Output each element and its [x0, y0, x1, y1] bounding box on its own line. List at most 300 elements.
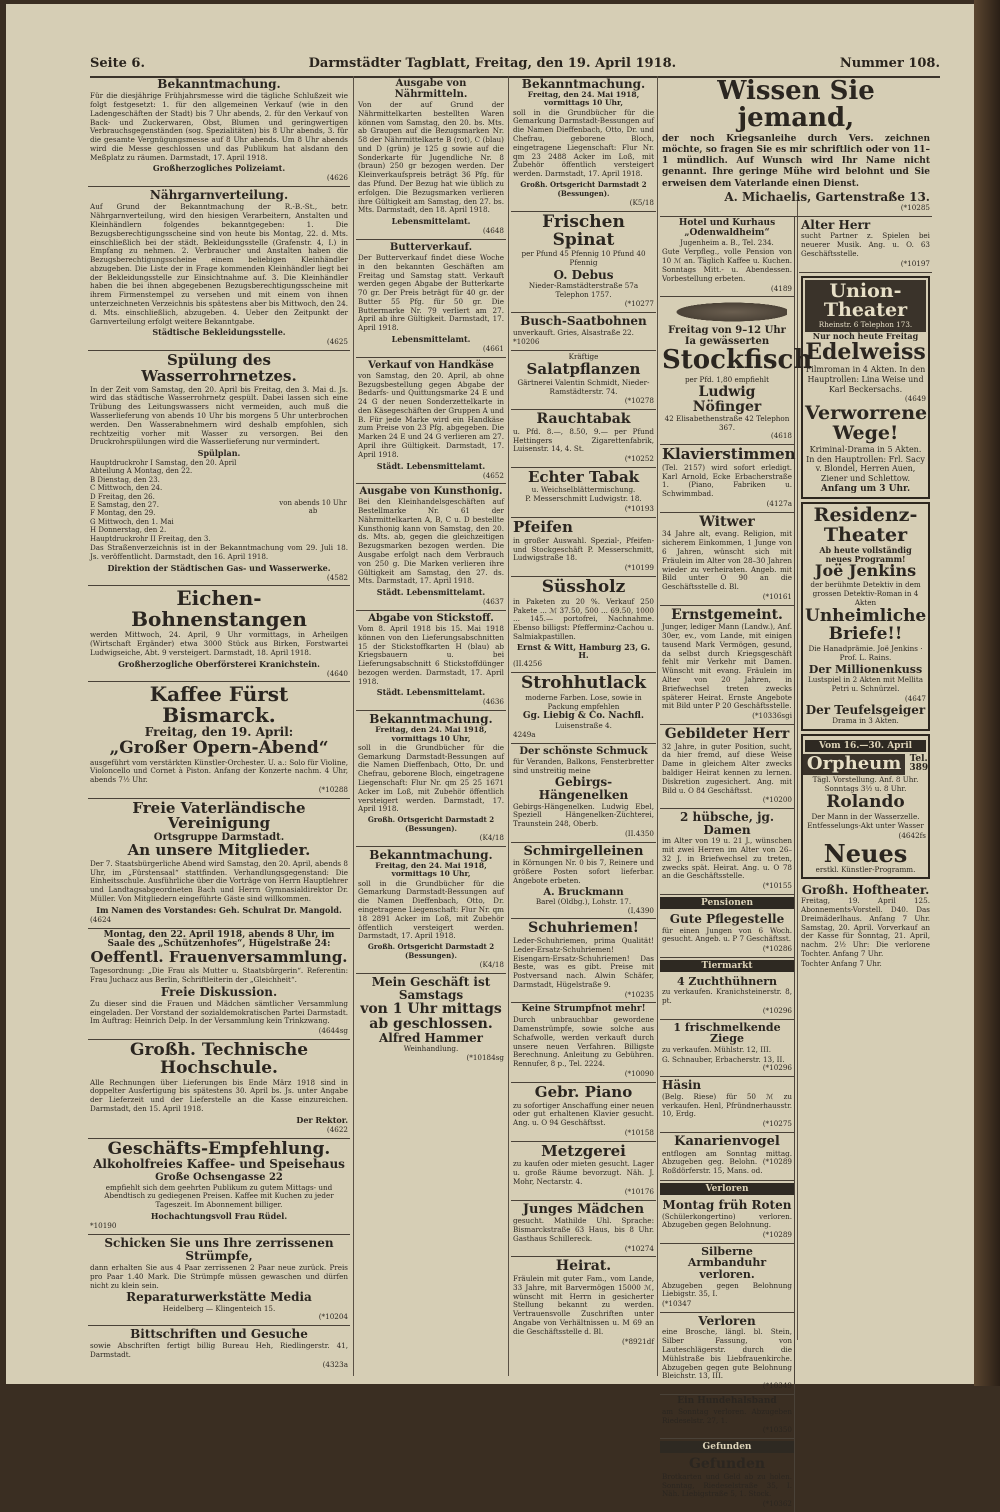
film-title: Der Millionenkuss [808, 662, 923, 676]
column-rule [508, 76, 509, 1376]
ad-code: (4636 [482, 697, 504, 707]
ad-pflegestelle [660, 911, 794, 958]
ad-code: (4626 [326, 173, 348, 183]
ad-body: der noch Kriegsanleihe durch Vers. zeichnen möchte, so fragen Sie es mir schriftlich oder von 11–1 mündlich. Auf Wunsch wird Ihr Name nicht genannt. Ihre geringe Mühe wird belohnt und Sie erweisen dem Vaterlande einen Dienst. [662, 133, 930, 189]
schedule-row: E Samstag, den 27. [90, 501, 159, 510]
ad-title: Bekanntmachung. [369, 712, 493, 727]
ad-pfeifen [511, 518, 656, 577]
ad-subtitle: Alkoholfreies Kaffee- und Speisehaus [93, 1157, 345, 1172]
ad-body: von Samstag, den 20. April, ab ohne Bezugsbestellung gegen Abgabe der Bedarfs- und Quittungsmarke 24 E und 24 G der neuen Sonderzettelkarte in den Käsegeschäften der Gruppen A und B. Für jede Marke wird ein Handkäse zum Preise von 23 Pfg. abgegeben. Die Marken 24 E und 24 G verlieren am 27. April ihre Gültigkeit. Darmstadt, 17. April 1918. [358, 370, 504, 459]
ad-signature: Großh. Ortsgericht Darmstadt 2 (Bessungen). [367, 942, 495, 961]
schedule-table [90, 459, 348, 543]
ad-code: (*10350 [762, 1425, 792, 1435]
ad-geschaefts-empfehlung [88, 1139, 350, 1235]
ad-code: (4582 [326, 572, 348, 582]
ad-code: (*10286 [762, 944, 792, 954]
ad-body: Gute Verpfleg., volle Pension von 10 ℳ an. Täglich Kaffee u. Kuchen. Sonntags Mitt.- u. Abendessen. Vorbestellung erbeten. [662, 247, 792, 283]
ad-body: werden Mittwoch, 24. April, 9 Uhr vormittags, in Arheilgen (Wirtschaft Ergänder) etwa 3000 Stück aus Birken, Forstwartei Ludwigseiche, Abt. 9 versteigert. Darmstadt, 18. April 1918. [90, 630, 348, 657]
ad-code: (*10278 [624, 396, 654, 406]
schedule-row: F Montag, den 29. [90, 509, 156, 518]
ad-signature: A. Michaelis, Gartenstraße 13. [724, 189, 930, 204]
ad-signature: Städtische Bekleidungsstelle. [152, 327, 286, 338]
ad-address: Nieder-Ramstädterstraße 57a Telephon 1757. [528, 281, 639, 299]
ad-gebildeter-herr [660, 725, 794, 809]
section-tag-pensionen: Pensionen [660, 897, 794, 909]
ad-title: Schmirgelleinen [523, 843, 644, 859]
ad-headline: von 1 Uhr mittags ab geschlossen. [360, 1001, 502, 1032]
ad-code: (*10158 [624, 1127, 654, 1137]
ad-code: 4249a [513, 730, 536, 740]
ad-title: Ein Hundehalsband [677, 1395, 777, 1406]
ad-code: (*10155 [762, 881, 792, 891]
ad-body: 32 Jahre, in guter Position, sucht, da hier fremd, auf diese Weise Dame in gleichem Alter zwecks baldiger Heirat kennen zu lernen. Diskretion zugesichert. Ang. mit Bild u. O 84 Geschäftsst. [662, 741, 792, 795]
ad-frauenversammlung [88, 929, 350, 1040]
ad-title: Gefunden [688, 1456, 766, 1473]
ad-montag-roten [660, 1197, 794, 1244]
ad-date: Freitag, den 24. Mai 1918, vormittags 10 Uhr, [375, 861, 487, 879]
ad-title: Junges Mädchen [522, 1201, 645, 1217]
ad-code: (*10349 [762, 1381, 792, 1391]
ad-body: zu sofortiger Anschaffung einer neuen oder gut erhaltenen Klavier gesucht. Ang. u. O 94 Geschäftsst. [513, 1100, 654, 1128]
film-title: Edelweiss [805, 338, 926, 365]
column-rule [353, 76, 354, 1376]
ad-body: im Alter von 19 u. 21 J., wünschen mit zwei Herren im Alter von 26–32 J. in Briefwechsel zu treten, zwecks spät. Heirat. Ang. u. O 78 an die Geschäftsstelle. [662, 836, 792, 881]
ad-signature: Großh. Ortsgericht Darmstadt 2 (Bessungen). [520, 179, 647, 198]
column-4-left [660, 217, 813, 1512]
ad-code: *10206 [513, 337, 540, 347]
ad-body: Der Mann in der Wasserzelle. Entfesselungs-Akt unter Wasser [807, 812, 924, 831]
ad-body: Kriminal-Drama in 5 Akten. In den Hauptrollen: Frl. Sacy v. Blondel, Herren Auen, Ziener und Schlettow. [806, 444, 925, 484]
ad-salatpflanzen [511, 351, 656, 410]
ad-signature: Lebensmittelamt. [391, 216, 471, 227]
ad-stickstoff [356, 611, 506, 711]
ad-body: zu kaufen oder mieten gesucht. Lager u. große Räume bevorzugt. Näh. J. Mohr, Nectarstr. 4. [513, 1159, 654, 1187]
ad-title: Kanarienvogel [674, 1133, 780, 1149]
ad-body: empfiehlt sich dem geehrten Publikum zu gutem Mittags- und Abendtisch zu gediegenen Preisen. Kaffee mit Kuchen zu jeder Tageszeit. Im Abonnement billiger. [104, 1182, 334, 1210]
ad-title: Busch-Saatbohnen [520, 313, 647, 328]
ad-headline: Gebirgs-Hängenelken [538, 775, 629, 803]
ad-saatbohnen [511, 313, 656, 352]
ad-body: soll in die Grundbücher für die Gemarkung Darmstadt-Bessungen auf die Namen Dieffenbach, Otto, Dr. und Chefrau, geborene Bloch, eingetragene Liegenschaft: Flur Nr. qm 23 2488 Acker im Loß, mit Zubehör öffentlich versteigert werden. Darmstadt, 17. April 1918. [513, 107, 654, 179]
issue-number: Nummer 108. [839, 56, 940, 71]
ad-code: (*10090 [624, 1069, 654, 1079]
ad-code: (4127a [766, 498, 792, 508]
ad-code: (*10362 [762, 1499, 792, 1509]
ad-subtitle: verloren. [699, 1267, 755, 1281]
ad-body: Durch unbrauchbar gewordene Damenstrümpfe, sowie solche aus Schafwolle, werden verkauft durch unsere neuen Verfahren. Billigste Berechnung. Anleitung zu Gebühren. Rennufer, 8 p., Tel. 2224. [513, 1015, 654, 1069]
ad-body: entflogen am Sonntag mittag. Abzugeben geg. Belohn. (*10289 Roßdörferstr. 15, Mans. od. [662, 1148, 792, 1176]
ad-title: Wissen Sie jemand, [717, 76, 875, 134]
ad-body: Bei den Kleinhandelsgeschäften auf Bestellmarke Nr. 61 der Nährmittelkarten A, B, C u. D bestellte Kunsthonig kann von Samstag, den 20. ds. Mts. ab, gegen die gleichzeitigen Bezugsmarken bezogen werden. Die Ausgabe erfolgt nach dem Verbrauch von 250 g. Die Marken verlieren ihre Gültigkeit am Samstag, den 27. ds. Mts. Darmstadt, 17. April 1918. [358, 497, 504, 586]
ad-title: Butterverkauf. [389, 241, 473, 253]
ad-subtitle: Jugenheim a. B., Tel. 234. [680, 237, 774, 247]
ad-code: (*8921df [622, 1336, 654, 1346]
ad-title: Rauchtabak [536, 411, 631, 428]
ad-code: (*10347 [662, 1299, 692, 1309]
ad-title: Strohhutlack [521, 673, 646, 694]
ad-title: Orpheum [803, 754, 905, 775]
ad-code: (4661 [482, 343, 504, 353]
ad-bekanntmachung-grundbuch-3 [511, 76, 656, 212]
ad-signature: Der Rektor. [296, 1114, 348, 1125]
ad-code: (*10235 [624, 989, 654, 999]
ad-code: (4642fs [898, 830, 926, 840]
column-4-right [799, 217, 932, 1512]
ad-verloren-brosche [660, 1313, 794, 1395]
ad-headline: „Großer Opern-Abend“ [109, 737, 329, 758]
ad-title: Oeffentl. Frauenversammlung. [90, 948, 348, 967]
ad-title: Salatpflanzen [526, 360, 641, 379]
ad-code: (*10275 [762, 1119, 792, 1129]
schedule-row: Hauptdruckrohr I Samstag, den 20. April [90, 459, 237, 468]
ad-strohhutlack [511, 673, 656, 744]
film-title: Unheimliche Briefe!! [805, 606, 927, 645]
ad-code: (*10274 [624, 1243, 654, 1253]
ad-body: Der 7. Staatsbürgerliche Abend wird Samstag, den 20. April, abends 8 Uhr, im „Fürstensaal“ stattfinden. Verhandlungsgegenstand: Die Einheitsschule. Ausführliche über die Vorträge von Herrn Hauptlehrer und Landtagsabgeordneten Bach und Herrn Gymnasialdirektor Dr. Müller. Von Mitgliedern eingeführte Gäste sind willkommen. [90, 858, 348, 903]
ad-title: Witwer [699, 513, 755, 530]
ad-title: Großh. Technische Hochschule. [129, 1039, 309, 1078]
ad-rauchtabak [511, 410, 656, 468]
ad-code: (*10199 [624, 563, 654, 573]
ad-subtitle: Ab heute vollständig neues Programm! [819, 544, 912, 564]
ad-signature: Großherzogliche Oberförsterei Kranichstein. [118, 658, 320, 669]
ad-body: Gärtnerei Valentin Schmidt, Nieder-Ramstädterstr. 74. [517, 377, 650, 396]
ad-body: Für die diesjährige Frühjahrsmesse wird die tägliche Schlußzeit wie folgt festgesetzt: 1. für den allgemeinen Verkauf (wie in den Ladengeschäften der Stadt) bis 7 Uhr abends, 2. für den Verkauf von Back- und Zuckerwaren, Obst, Blumen und geringwertigen Verbrauchsgegenständen (sog. Spezialitäten) bis 8 Uhr abends, 3. für die gesamte Vergnügungsmesse auf 8 Uhr abends. Um 8 Uhr abends wird die Messe geschlossen und das Publikum hat alsdann den Meßplatz zu räumen. Darmstadt, 17. April 1918. [90, 91, 348, 162]
ad-body: zu verkaufen. Mühlstr. 12, III. [662, 1044, 772, 1054]
ad-code: (II.4350 [624, 828, 654, 838]
ad-eichen [88, 586, 350, 682]
ad-headline: Neues [823, 838, 908, 868]
ad-footer: Tochter Anfang 7 Uhr. [801, 958, 882, 968]
masthead: Darmstädter Tagblatt, Freitag, den 19. April 1918. [308, 56, 677, 71]
ad-title: Geschäfts-Empfehlung. [107, 1138, 331, 1159]
ad-code: (4649 [904, 394, 926, 404]
ad-subtitle: Nur noch heute Freitag [812, 331, 919, 342]
ad-hundehalsband [660, 1395, 794, 1439]
ad-signature: Großh. Ortsgericht Darmstadt 2 (Bessungen). [367, 815, 495, 834]
ad-stockfisch [660, 297, 813, 445]
ad-body: Von der auf Grund der Nährmittelkarten bestellten Waren können vom Samstag, den 20. bs. Mts. ab Graupen auf die Bezugsmarken Nr. 58 der Nährmittelkarte B (rot), C (blau) und D (grün) je 125 g sowie auf die Sonderkarte für Jugendliche Nr. 8 (braun) 250 gr bezogen werden. Der Kleinverkaufspreis beträgt 36 Pfg. für das Pfund. Der Bezug hat wie üblich zu erfolgen. Die Bezugsmarken verlieren ihre Gültigkeit am Samstag, den 27. bs. Mts. Darmstadt, den 18. April 1918. [358, 100, 504, 215]
ad-code: (4648 [482, 226, 504, 236]
ad-title: Nährgarnverteilung. [149, 188, 289, 203]
ad-address: 42 Elisabethenstraße 42 Telephon 367. [664, 413, 790, 432]
ad-signature: Alfred Hammer [378, 1030, 484, 1045]
ad-title: Hotel und Kurhaus „Odenwaldheim“ [678, 217, 776, 238]
ad-klavierstimmen [660, 445, 794, 513]
ad-subtitle: Reparaturwerkstätte Media [126, 1290, 312, 1305]
ad-start-time: Anfang um 3 Uhr. [820, 483, 911, 494]
column-1 [88, 76, 350, 1376]
ad-kaffee-bismarck [88, 682, 350, 798]
act-title: Rolando [826, 792, 905, 813]
ad-title: Mein Geschäft ist Samstags [371, 974, 491, 1003]
fish-icon [667, 301, 787, 323]
ad-naehrmittel [356, 76, 506, 240]
ad-signature: Ludwig Nöfinger [692, 384, 762, 416]
ad-butter [356, 240, 506, 358]
ad-body: In der Zeit vom Samstag, den 20. April bis Freitag, den 3. Mai d. Js. wird das städtische Wasserrohrnetz gespült. Dabei lassen sich eine Trübung des Leitungswassers nicht vermeiden, auch muß die Wasserlieferung von abends 10 Uhr bis morgens 5 Uhr unterbrochen werden. Den Wasserabnehmern wird deshalb empfohlen, sich rechtzeitig vorher mit Wasser zu versorgen. Bei den Druckrohrspülungen wird die Wasserlieferung nur vermindert. [90, 384, 348, 447]
ad-hotel-odenwaldheim [660, 217, 794, 297]
ad-haesin [660, 1077, 794, 1133]
ad-body: Filmroman in 4 Akten. In den Hauptrollen: Lina Weise und Karl Beckersachs. [805, 365, 926, 394]
ad-body: ausgeführt vom verstärkten Künstler-Orchester. U. a.: Solo für Violine, Violoncello und Cornet à Piston. Anfang der Konzerte nachm. 4 Uhr, abends 7½ Uhr. [90, 757, 348, 785]
ad-title: Pfeifen [513, 518, 573, 537]
ad-title: Ernstgemeint. [671, 606, 783, 623]
ad-code: (*10336sgi [752, 711, 792, 721]
ad-orpheum [801, 734, 930, 879]
ad-body: Brotkarten und Geld ab zu holen. Sonntag, Riedeselstraße 35, I. Näh. Liebigstraße 5, 1. Stock. [662, 1471, 792, 1499]
ad-code: (*10285 [900, 203, 930, 213]
schedule-row: C Mittwoch, den 24. [90, 484, 163, 493]
ad-body: soll in die Grundbücher für die Gemarkung Darmstadt-Bessungen auf die Namen Dieffenbach, Otto, Dr. und Chefrau, geborene Bloch, eingetragene Liegenschaft: Flur Nr. qm 25 25 1671 Acker im Loß, mit Zubehör öffentlich versteigert werden. Darmstadt, 17. April 1918. [358, 742, 504, 814]
schedule-row: B Dienstag, den 23. [90, 475, 160, 484]
ad-body: in Paketen zu 20 %. Verkauf 250 Pakete ... ℳ 37.50, 500 ... 69.50, 1000 ... 145.— portofrei, Nachnahme. Ebenso billigst: Pfefferminz-Cachou u. Salmiakpastillen. [513, 596, 654, 641]
ad-signature: Im Namen des Vorstandes: Geh. Schulrat Dr. Mangold. [96, 904, 342, 915]
ad-code: (*10296 [762, 1063, 792, 1073]
ad-armbanduhr [660, 1244, 794, 1313]
ad-body: Fräulein mit guter Fam., vom Lande, 33 Jahre, mit Barvermögen 15000 ℳ, wünscht mit Herrn in gesicherter Stellung bekannt zu werden. Vertrauensvolle Zuschriften unter Angabe von Verhältnissen u. M 69 an die Geschäftsstelle d. Bl. [513, 1274, 654, 1336]
ad-title: Großh. Hoftheater. [801, 882, 930, 897]
film-title: Joë Jenkins [814, 561, 917, 581]
ad-title: Residenz-Theater [813, 503, 918, 546]
ad-body: für einen Jungen von 6 Woch. gesucht. Angeb. u. P 7 Geschäftsst. [662, 925, 792, 944]
ad-gefunden [660, 1455, 794, 1512]
ad-title: Schicken Sie uns Ihre zerrissenen Strümpfe, [104, 1235, 334, 1263]
ad-signature: G. Schnauber, Erbacherstr. 13, II. [662, 1054, 785, 1064]
ad-bekanntmachung-grundbuch-1 [356, 711, 506, 847]
ad-title: Keine Strumpfnot mehr! [521, 1004, 646, 1015]
ad-body: Freitag, 19. April 125. Abonnements-Vorstell. D40. Das Dreimäderlhaus. Anfang 7 Uhr. Samstag, 20. April. Vorverkauf an der Kasse für Sonntag, 21. April, nachm. 2½ Uhr: Die verlorene Tochter. Anfang 7 Uhr. [801, 896, 930, 958]
page-number: Seite 6. [90, 56, 145, 71]
ad-code: (K4/18 [479, 960, 504, 970]
schedule-row: D Freitag, den 26. [90, 492, 155, 501]
ad-title: 4 Zuchthühnern [676, 974, 778, 988]
ad-pretext: Montag, den 22. April 1918, abends 8 Uhr, im Saale des „Schützenhofes“, Hügelstraße 24: [103, 929, 335, 950]
ad-bittschriften [88, 1326, 350, 1373]
ad-code: (*10252 [624, 454, 654, 464]
ad-footer: erstkl. Künstler-Programm. [815, 864, 916, 874]
schedule-title: Spülplan. [197, 448, 241, 459]
ad-body: soll in die Grundbücher für die Gemarkung Darmstadt-Bessungen auf die Namen Dieffenbach, Otto, Dr. eingetragene Liegenschaft: Flur Nr. qm 18 2891 Acker im Loß, mit Zubehör öffentlich versteigert werden. Darmstadt, 17. April 1918. [358, 878, 504, 941]
ad-body: u. Pfd. 8.—, 8.50, 9.— per Pfund Hettingers Zigarettenfabrik, Luisenstr. 14, 4. St. [513, 426, 654, 454]
schedule-row: G Mittwoch, den 1. Mai [90, 517, 174, 526]
ad-body: unverkauft. Gries, Alsastraße 22. [513, 327, 634, 337]
ad-title: Verloren [698, 1313, 756, 1328]
ad-body: sucht Partner z. Spielen bei neuerer Musik. Ang. u. O. 63 Geschäftsstelle. [801, 231, 930, 258]
ad-zwei-damen [660, 809, 794, 895]
column-3 [511, 76, 656, 1376]
ad-title: Bittschriften und Gesuche [130, 1327, 308, 1342]
ad-suessholz [511, 577, 656, 673]
ad-body: moderne Farben. Lose, sowie in Packung empfehlen [525, 692, 642, 711]
ad-code: (*10176 [624, 1186, 654, 1196]
ad-title: Echter Tabak [527, 467, 640, 486]
ad-title: Verkauf von Handkäse [368, 359, 494, 371]
ad-pretext: Ia gewässerten [684, 336, 770, 348]
ad-code: (*10161 [762, 591, 792, 601]
ad-metzgerei [511, 1142, 656, 1201]
ad-date: Freitag, den 19. April: [144, 725, 294, 740]
ad-pretext: Kräftige [568, 352, 599, 362]
ad-title: Gebr. Piano [534, 1082, 633, 1101]
film-title: Der Teufelsgeiger [805, 702, 926, 717]
ad-title: Ausgabe von Nährmitteln. [394, 78, 468, 100]
ad-piano [511, 1083, 656, 1142]
ad-subtitle: u. Weichselblättermischung. [531, 484, 636, 494]
ad-headline: Freie Diskussion. [160, 984, 278, 999]
ad-code: (*10200 [762, 795, 792, 805]
ad-body: Auf Grund der Bekanntmachung der R.-B.-St., betr. Nährgarnverteilung, wird den hiesigen Verarbeitern, Anstalten und Kleinhändlern folgendes bekanntgegeben: 1. Die Bezugsberechtigungsscheine sind von heute bis Montag, 22. d. Mts. einschließlich bei der städt. Bekleidungsstelle (Grafenstr. 4, I.) in Empfang zu nehmen. 2. Verbraucher und Anstalten haben die Bezugsberechtigungsscheine einem beliebigen Kleinhändler abzugeben. Die Liste der in Frage kommenden Kleinhändler liegt bei der Bekleidungsstelle zur Einsichtnahme auf. 3. Die Kleinhändler haben die bei ihnen abgegebenen Bezugsberechtigungsscheine mit ihrem Firmenstempel zu versehen und mit einem von ihnen unterzeichneten Verzeichnis bis spätestens aber bis Mittwoch, den 24. d. Mts. einschließlich, abzugeben. 4. Ueber den Zeitpunkt der Garnverteilung erfolgt weitere Bekanntgabe. [90, 202, 348, 326]
column-4-split [660, 217, 932, 1512]
ad-title: Freie Vaterländische Vereinigung [132, 798, 306, 833]
ad-body: in großer Auswahl. Spezial-, Pfeifen- und Stockgeschäft P. Messerschmitt, Ludwigstraße 18. [513, 535, 654, 563]
ad-address: Große Ochsengasse 22 [155, 1171, 283, 1183]
ad-title: Union-Theater [823, 279, 908, 322]
ad-hoftheater [799, 882, 932, 972]
ad-code: (*10288 [318, 784, 348, 794]
ad-body: am Sonntag verloren. Abzugeben Riedeselstr. 27, 1. [662, 1406, 792, 1425]
ad-code: (4618 [770, 431, 792, 441]
ad-body: per Pfund 45 Pfennig 10 Pfund 40 Pfennig [521, 249, 646, 268]
ad-body: eine Brosche, längl. bl. Stein, Silber Fassung, von Lauteschlägerstr. durch die Mühlstraße bis Liebfrauenkirche. Abzugeben gegen gute Belohnung Bleichstr. 13, III. [662, 1327, 792, 1381]
ad-code: (K4/18 [479, 833, 504, 843]
ad-body: dann erhalten Sie aus 4 Paar zerrissenen 2 Paar neue zurück. Preis pro Paar 1.40 Mark. Die Strümpfe müssen gewaschen und dürfen nicht zu klein sein. [90, 1263, 348, 1290]
ad-title: Abgabe von Stickstoff. [368, 612, 494, 624]
ad-body: gesucht. Mathilde Uhl. Sprache: Bismarckstraße 63 Haus, bis 8 Uhr. Gasthaus Schillereck. [513, 1216, 654, 1243]
ad-title: Gebildeter Herr [664, 725, 790, 742]
ad-body: P. Messerschmitt Ludwigstr. 18. [525, 494, 642, 504]
section-tag-verloren: Verloren [660, 1183, 794, 1195]
ad-body: (Schülerkongertino) verloren. Abzugeben gegen Belohnung. [662, 1211, 792, 1230]
ad-body: sowie Abschriften fertigt billig Bureau Heh, Riedlingerstr. 41, Darmstadt. [90, 1341, 348, 1360]
ad-signature: Direktion der Städtischen Gas- und Wasserwerke. [107, 562, 331, 573]
ad-body: Gebirgs-Hängenelken. Ludwig Ebel, Speziell Hängenelken-Züchterei, Traunstein 248, Oberb. [513, 801, 654, 829]
ad-title: Alter Herr [801, 217, 871, 232]
ad-witwer [660, 513, 794, 606]
ad-code: (*10277 [624, 298, 654, 308]
ad-body: Abzugeben gegen Belohnung Liebigstr. 35, I. [662, 1280, 792, 1299]
ad-body: Vom 8. April 1918 bis 15. Mai 1918 können von den Lieferungsabschnitten 15 der Stickstoffkarten H (blau) ab Kriegsbauern u. bei Lieferungsabschnitt 6 Stickstoffdünger bezogen werden. Darmstadt, 17. April 1918. [358, 623, 504, 686]
ad-code: (*10184sg [466, 1052, 504, 1062]
ad-zuchthuehner [660, 974, 794, 1020]
ad-date: Freitag von 9–12 Uhr [668, 325, 786, 337]
ad-title: Stockfisch [662, 345, 813, 376]
ad-title: Klavierstimmen [662, 445, 796, 464]
ad-title: Ausgabe von Kunsthonig. [359, 486, 503, 498]
ad-signature: Gg. Liebig & Co. Nachfl. [522, 711, 645, 722]
ad-title: Gute Pflegestelle [669, 911, 785, 926]
ad-signature: O. Debus [553, 267, 614, 282]
ad-code: (4622 [326, 1124, 348, 1134]
ad-union-theater [801, 276, 930, 499]
ad-body: per Pfd. 1,80 empfiehlt [684, 374, 770, 384]
ad-strumpfnot [511, 1003, 656, 1082]
ad-bekanntmachung-messe [88, 76, 350, 187]
ad-body: Zu dieser sind die Frauen und Mädchen sämtlicher Versammlung eingeladen. Der Vorstand der sozialdemokratischen Partei Darmstadt. Im Auftrag: Heinrich Delp. In der Versammlung kein Trinkzwang. [90, 998, 348, 1026]
ad-code: (4625 [326, 337, 348, 347]
ad-schmirgelleinen [511, 843, 656, 920]
ad-title: Schuhriemen! [528, 920, 639, 937]
ad-struempfe-media [88, 1235, 350, 1326]
ad-code: (4189 [770, 283, 792, 293]
ad-signature: Großherzogliches Polizeiamt. [152, 163, 286, 174]
ad-residenz-theater [801, 502, 930, 731]
ad-code: (4637 [482, 597, 504, 607]
ad-ziege [660, 1020, 794, 1077]
ad-address: Barel (Oldbg.), Lohstr. 17. [535, 896, 632, 906]
ad-kunsthonig [356, 484, 506, 611]
column-2 [356, 76, 506, 1376]
ad-geschaeft-geschlossen [356, 974, 506, 1066]
ad-code: (*10193 [624, 504, 654, 514]
ad-spinat [511, 212, 656, 313]
ad-signature: A. Bruckmann [543, 886, 624, 898]
ad-body: Die Hanadprämie. Joë Jenkins · Prof. L. Rains. [808, 644, 923, 662]
ad-code: (*10204 [318, 1312, 348, 1322]
section-tag-gefunden: Gefunden [660, 1441, 794, 1453]
ad-code: (K5/18 [629, 197, 654, 207]
ad-title: 1 frischmelkende Ziege [673, 1020, 781, 1046]
ad-title: Kaffee Fürst Bismarck. [149, 682, 289, 728]
ad-title: Frischen Spinat [542, 211, 625, 250]
ad-junges-maedchen [511, 1201, 656, 1258]
page-header [90, 56, 940, 78]
ad-body: Das Straßenverzeichnis ist in der Bekanntmachung vom 29. Juli 18. Js. veröffentlicht. Darmstadt, den 16. April 1918. [90, 543, 348, 561]
ad-title: Silberne Armbanduhr [687, 1244, 767, 1270]
ad-body: Alle Rechnungen über Lieferungen bis Ende März 1918 sind in doppelter Ausfertigung bis spätestens 30. April bs. Js. unter Angabe der Lieferzeit und der Lieferstelle an die Kasse einzureichen. Darmstadt, den 15. April 1918. [90, 1077, 348, 1113]
ad-bekanntmachung-grundbuch-2 [356, 847, 506, 974]
schedule-note: von abends 10 Uhr ab [279, 499, 347, 516]
ad-title: 2 hübsche, jg. Damen [679, 810, 775, 837]
ad-code: (*10296 [762, 1006, 792, 1016]
ad-title: Süssholz [541, 576, 626, 597]
ad-schmuck [511, 744, 656, 843]
ad-body: zu verkaufen. Kranichsteinerstr. 8, pt. [662, 987, 792, 1006]
ad-title: Häsin [662, 1078, 702, 1093]
ad-subtitle: Ortsgruppe Darmstadt. [153, 832, 285, 844]
ad-signature: Ernst & Witt, Hamburg 23, G. H. [516, 641, 651, 661]
ad-body: in Körnungen Nr. 0 bis 7, Reinere und größere Posten sofort lieferbar. Angebote erbeten. [513, 858, 654, 885]
ad-heirat [511, 1257, 656, 1349]
ad-title: Der schönste Schmuck [519, 745, 648, 757]
ad-body: Junger, lediger Mann (Landw.), Anf. 30er, ev., vom Lande, mit einigen tausend Mark Vermögen, gesund, da selbst durch Kriegsgeschäft fehlt mir Verkehr mit Damen. Wünscht mit evang. Fräulein im Alter von 20 Jahren, in Briefwechsel treten zwecks späterer Heirat. Ernste Angebote mit Bild unter P 20 Geschäftsstelle. [662, 622, 792, 711]
ad-wissen-sie-jemand [660, 76, 932, 217]
ad-phone: Tel. 389 [909, 753, 929, 774]
schedule-row: Abteilung A Montag, den 22. [90, 467, 193, 476]
schedule-row: H Donnerstag, den 2. [90, 526, 167, 535]
ad-signature: Lebensmittelamt. [391, 333, 471, 344]
ad-body: für Veranden, Balkons, Fensterbretter sind unstreitig meine [513, 756, 654, 775]
ad-address: Luisenstraße 4. [555, 721, 612, 731]
ad-code: (*10289 [762, 1230, 792, 1240]
film-title: Verworrene Wege! [805, 402, 928, 445]
ad-body: (Belg. Riese) für 50 ℳ zu verkaufen. Henl, Pfründnerhausstr. 10, Erdg. [662, 1091, 792, 1119]
ad-title: Eichen-Bohnenstangen [131, 586, 307, 632]
ad-code: (4323a [322, 1359, 348, 1369]
ad-signature: Städt. Lebensmittelamt. [376, 687, 486, 698]
ad-code: (I,4390 [627, 905, 654, 915]
ad-body: der berühmte Detektiv in dem grossen Detektiv-Roman in 4 Akten [810, 580, 921, 607]
ad-ernstgemeint [660, 606, 794, 725]
ad-body: Tagesordnung: „Die Frau als Mutter u. Staatsbürgerin“. Referentin: Frau Juchacz aus Berlin, Schriftleiterin der „Gleichheit“. [90, 966, 348, 984]
ad-code: (4624 [90, 914, 112, 924]
ad-body: 34 Jahre alt, evang. Religion, mit sicherem Einkommen, 1 Junge von 6 Jahren, wünscht sich mit Fräulein im Alter von 28–30 Jahren wieder zu verheiraten. Angeb. mit Bild unter O 90 an die Geschäftsstelle d. Bl. [662, 529, 792, 592]
ad-date: Freitag, den 24. Mai 1918, vormittags 10 Uhr, [375, 725, 487, 743]
ad-signature: Städt. Lebensmittelamt. [376, 460, 486, 471]
section-tag-tiermarkt: Tiermarkt [660, 960, 794, 972]
book-spine [974, 0, 1000, 1386]
ad-schuhriemen [511, 919, 656, 1003]
